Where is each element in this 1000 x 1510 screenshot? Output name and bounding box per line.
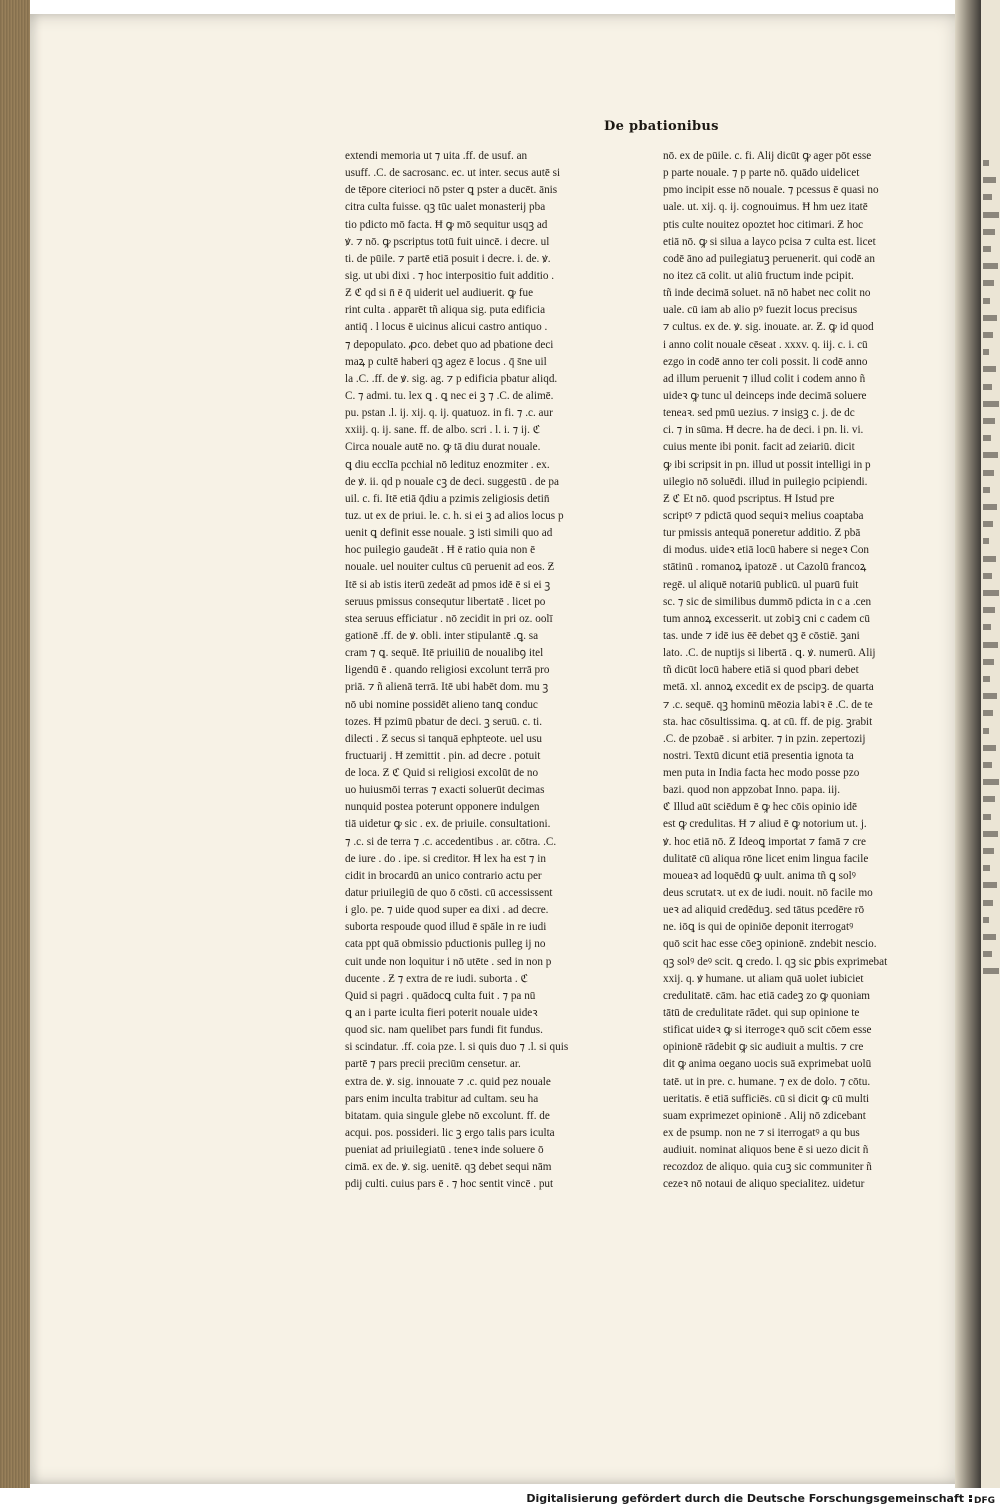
text-line: nō. ex de pūile. c. fi. Alij dicūt ꝙ ager pōt esse: [663, 150, 872, 162]
text-line: sc. ⁊ sic de similibus dummō pdicta in c a .cen: [663, 595, 872, 608]
text-line: bazi. quod non appzobat Inno. papa. iij.: [663, 784, 841, 797]
bleed-mark: [983, 779, 999, 785]
bleed-mark: [983, 676, 990, 682]
book-edge-left: [0, 0, 30, 1488]
text-line: pdij culti. cuius pars ē . ⁊ hoc sentit vincē . put: [345, 1178, 554, 1191]
text-line: pmo incipit esse nō nouale. ⁊ pcessus ē quasi no: [663, 184, 879, 197]
bleed-mark: [983, 366, 996, 372]
bleed-mark: [983, 796, 995, 802]
text-line: ezgo in codē anno ter coli possit. li codē anno: [663, 355, 868, 368]
text-line: uideꝛ ꝙ tunc ul deinceps inde decimā soluere: [663, 389, 867, 402]
text-line: ꝗ an i parte iculta fieri poterit nouale uideꝛ: [345, 1007, 538, 1020]
bleed-mark: [983, 865, 990, 871]
dfg-logo-icon: [968, 1491, 994, 1506]
text-line: ligendū ē . quando religiosi excolunt terrā pro: [345, 664, 550, 677]
bleed-mark: [983, 951, 992, 957]
text-line: de iure . do . ipe. si creditor. Ħ lex ha est ⁊ in: [345, 852, 546, 865]
text-line: qꝫ solꝰ deꝰ scit. ꝗ credo. l. qꝫ sic ꝑbis exprimebat: [663, 955, 888, 968]
bleed-mark: [983, 212, 999, 218]
text-line: metā. xl. annoꝝ excedit ex de pscipꝫ. de quarta: [663, 681, 874, 694]
text-line: cuit unde non loquitur i nō utēte . sed in non p: [345, 955, 552, 968]
bleed-mark: [983, 177, 996, 183]
text-line: ⁊ depopulato. ꝓco. debet quo ad pbatione deci: [345, 338, 554, 351]
text-line: Quid si pagri . quādocꝗ culta fuit . ⁊ pa nū: [345, 989, 536, 1002]
text-line: sta. hac cōsultissima. ꝗ. at cū. ff. de pig. ꝫrabit: [663, 715, 873, 728]
bleed-mark: [983, 521, 993, 527]
text-line: pars enim inculta trabitur ad cultam. seu ha: [345, 1092, 539, 1105]
text-line: tatē. ut in pre. c. humane. ⁊ ex de dolo. ⁊ cōtu.: [663, 1075, 871, 1088]
text-line: stea seruus efficiatur . nō zecidit in pri oz. oolī: [345, 612, 553, 625]
bleed-mark: [983, 607, 995, 613]
text-line: cimā. ex de. ꝟ. sig. uenitē. qꝫ debet sequi nām: [345, 1161, 552, 1174]
text-line: xxij. q. ꝟ humane. ut aliam quā uolet iubiciet: [663, 972, 864, 985]
text-line: ducente . Ƶ ⁊ extra de re iudi. suborta . ℭ: [345, 972, 529, 985]
text-line: suborta respoude quod illud ē spāle in re iudi: [345, 921, 547, 934]
text-line: ci. ⁊ in sūma. Ħ decre. ha de deci. i pn. li. vi.: [663, 424, 864, 437]
text-line: datur priuilegiū de quo ō cōsti. cū accessissent: [345, 887, 553, 900]
text-line: uilegio nō soluēdi. illud in puilegio pcipiendi.: [663, 475, 868, 488]
text-line: Itē si ab istis iterū zedeāt ad pmos idē ē si ei ꝫ: [345, 578, 551, 591]
bleed-mark: [983, 814, 991, 820]
bleed-mark: [983, 487, 990, 493]
text-line: ueritatis. ē etiā sufficiēs. cū si dicit ꝙ cū multi: [663, 1092, 870, 1105]
next-page-edge: [981, 0, 1000, 1488]
bleed-mark: [983, 280, 994, 286]
digitization-credit: Digitalisierung gefördert durch die Deutsche Forschungsgemeinschaft: [526, 1492, 964, 1505]
text-line: Ƶ ℭ qd si n̄ ē q̄ uiderit uel audiuerit. ꝙ fue: [345, 287, 534, 300]
text-line: opinionē rādebit ꝙ sic audiuit a multis. ⁊ cre: [663, 1041, 864, 1054]
text-line: maꝝ p cultē haberi qꝫ agez ē locus . q̄ s̄ne uil: [345, 355, 547, 368]
text-line: la .C. .ff. de ꝟ. sig. ag. ⁊ p edificia pbatur aliqd.: [345, 372, 558, 385]
text-line: ℭ Illud aūt sciēdum ē ꝙ hec cōis opinio idē: [663, 801, 857, 814]
text-line: tuz. ut ex de priui. le. c. h. si ei ꝫ ad alios locus p: [345, 509, 564, 522]
bleed-mark: [983, 401, 999, 407]
text-line: sig. ut ubi dixi . ⁊ hoc interpositio fuit additio .: [345, 269, 555, 282]
text-line: recozdoz de aliquo. quia cuꝫ sic communiter ñ: [663, 1161, 872, 1174]
text-line: audiuit. nominat aliquos bene ē si uezo dicit ñ: [663, 1144, 869, 1157]
bleed-mark: [983, 848, 994, 854]
text-line: nouale. uel nouiter cultus cū peruenit ad eos. Ƶ: [345, 561, 555, 574]
bleed-mark: [983, 194, 992, 200]
text-line: regē. ul aliquē notariū publicū. ul puarū fuit: [663, 578, 859, 591]
text-line: tozes. Ħ pzimū pbatur de deci. ꝫ seruū. c. ti.: [345, 715, 543, 728]
text-line: i glo. pe. ⁊ uide quod super ea dixi . ad decre.: [345, 904, 549, 917]
bleed-mark: [983, 900, 993, 906]
text-line: si scindatur. .ff. coia pze. l. si quis duo ⁊ .l. si quis: [345, 1041, 569, 1054]
text-line: no itez cā colit. ut aliū fructum inde pcipit.: [663, 269, 854, 282]
text-line: tas. unde ⁊ idē ius ēē debet qꝫ ē cōstiē. ꝫani: [663, 629, 860, 642]
text-line: ti. de pūile. ⁊ partē etiā posuit i decre. i. de. ꝟ.: [345, 252, 551, 265]
text-line: cata ppt quā obmissio pductionis pulleg ij no: [345, 938, 546, 951]
text-line: usuff. .C. de sacrosanc. ec. ut inter. secus autē si: [345, 167, 561, 180]
bleed-mark: [983, 968, 999, 974]
text-line: stificat uideꝛ ꝙ si iterrogeꝛ quō scit cōem esse: [663, 1024, 872, 1037]
text-line: seruus pmissus consequtur libertatē . licet po: [345, 595, 546, 608]
bleed-mark: [983, 452, 998, 458]
bleed-mark: [983, 659, 994, 665]
text-line: teneaꝛ. sed pmū uezius. ⁊ insigꝫ c. j. de dc: [663, 407, 855, 420]
text-line: uenit ꝗ definit esse nouale. ꝫ isti simili quo ad: [345, 527, 553, 540]
text-line: bitatam. quia singule glebe nō excolunt. ff. de: [345, 1109, 550, 1122]
bleed-mark: [983, 229, 995, 235]
text-line: .C. de pzobaē . si arbiter. ⁊ in pzin. zepertozij: [663, 732, 866, 745]
text-line: ad illum peruenit ⁊ illud colit i codem anno ñ: [663, 372, 866, 385]
text-line: tiā uidetur ꝙ sic . ex. de priuile. consultationi.: [345, 818, 551, 831]
text-line: nostri. Textū dicunt etiā presentia ignota ta: [663, 749, 854, 762]
text-line: acqui. pos. possideri. lic ꝫ ergo talis pars iculta: [345, 1127, 555, 1140]
text-line: rint culta . apparēt tñ aliqua sig. puta edificia: [345, 304, 546, 317]
text-line: scriptꝰ ⁊ pdictā quod sequiꝛ melius coaptaba: [663, 509, 864, 522]
text-line: cezeꝛ nō notaui de aliquo specialitez. uidetur: [663, 1178, 865, 1191]
bleed-mark: [983, 263, 998, 269]
text-line: uale. cū iam ab alio pꝰ fuezit locus precisus: [663, 304, 858, 317]
text-line: tñ inde decimā soluet. nā nō habet nec colit no: [663, 287, 871, 300]
text-line: de tēpore citerioci nō pster ꝗ pster a ducēt. ānis: [345, 184, 558, 197]
text-line: ne. iōꝗ is qui de opiniōe deponit iterrogatꝰ: [663, 921, 854, 934]
text-line: dulitatē cū aliqua rōne licet enim lingua facile: [663, 852, 869, 865]
text-line: cuius mente ibi ponit. facit ad zeiariū. dicit: [663, 441, 855, 454]
text-line: ex de psump. non ne ⁊ si iterrogatꝰ a qu bus: [663, 1127, 860, 1140]
text-line: p parte nouale. ⁊ p parte nō. quādo uidelicet: [663, 167, 860, 180]
text-line: i anno colit nouale cēseat . xxxv. q. iij. c. i. cū: [663, 338, 868, 351]
text-line: stātinū . romanoꝝ ipatozē . ut Cazolū francoꝝ: [663, 561, 867, 574]
text-line: ꝟ. ⁊ nō. ꝙ pscriptus totū fuit uincē. i decre. ul: [345, 235, 550, 248]
bleed-mark: [983, 384, 992, 390]
text-line: deus scrutatꝛ. ut ex de iudi. nouit. nō facile mo: [663, 887, 873, 900]
bleed-mark: [983, 418, 995, 424]
bleed-mark: [983, 590, 999, 596]
svg-text:DFG: DFG: [974, 1496, 996, 1506]
bleed-mark: [983, 246, 991, 252]
text-line: extendi memoria ut ⁊ uita .ff. de usuf. an: [345, 150, 528, 162]
text-line: tur pmissis antequā poneretur additio. Ƶ pbā: [663, 527, 861, 540]
text-line: tñ dicūt locū habere etiā si quod pbari debet: [663, 664, 859, 677]
bleed-mark: [983, 556, 996, 562]
bleed-mark: [983, 882, 997, 888]
text-line: uo huiusmōi terras ⁊ exacti soluerūt decimas: [345, 784, 545, 797]
text-line: citra culta fuisse. qꝫ tūc ualet monasterij pba: [345, 201, 546, 214]
bleed-mark: [983, 693, 997, 699]
bleed-mark: [983, 538, 989, 544]
bleed-mark: [983, 728, 989, 734]
text-line: dilecti . Ƶ secus si tanquā ephpteote. uel usu: [345, 732, 542, 745]
bleed-mark: [983, 435, 991, 441]
bleed-mark: [983, 349, 989, 355]
text-line: cram ⁊ ꝗ. sequē. Itē priuiliū de noualibꝯ itel: [345, 647, 544, 660]
text-line: cidit in brocardū an unico contrario actu per: [345, 869, 542, 882]
text-line: tātū de credulitate rādet. qui sup opinione te: [663, 1007, 860, 1020]
text-line: extra de. ꝟ. sig. innouate ⁊ .c. quid pez nouale: [345, 1075, 551, 1088]
text-line: tio pdicto mō facta. Ħ ꝙ mō sequitur usqꝫ ad: [345, 218, 548, 231]
text-line: ⁊ cultus. ex de. ꝟ. sig. inouate. ar. Ƶ. ꝙ id quod: [663, 321, 874, 334]
text-line: quō scit hac esse cōeꝫ opinionē. zndebit nescio.: [663, 938, 877, 951]
bleed-mark: [983, 573, 992, 579]
bleed-mark: [983, 332, 993, 338]
text-line: hoc puilegio gaudeāt . Ħ ē ratio quia non ē: [345, 544, 536, 557]
text-line: dit ꝙ anima oegano uocis suā exprimebat uolū: [663, 1058, 872, 1071]
running-head: De pbationibus: [604, 119, 719, 134]
text-line: men puta in India facta hec modo posse pzo: [663, 767, 860, 780]
text-line: lato. .C. de nuptijs si libertā . ꝗ. ꝟ. numerū. Alij: [663, 647, 876, 660]
text-line: suam exprimezet opinionē . Alij nō zdicebant: [663, 1109, 866, 1122]
text-column-right: [663, 148, 923, 1191]
text-line: codē āno ad puilegiatuꝫ peruenerit. qui codē an: [663, 252, 875, 265]
text-line: antiq̄ . l locus ē uicinus alicui castro antiquo .: [345, 321, 548, 334]
text-line: partē ⁊ pars precii preciūm censetur. ar.: [345, 1058, 521, 1071]
text-line: di modus. uideꝛ etiā locū habere si negeꝛ Con: [663, 544, 870, 557]
text-line: gationē .ff. de ꝟ. obli. inter stipulantē .ꝗ. sa: [345, 629, 539, 642]
bleed-mark: [983, 917, 989, 923]
text-line: Circa nouale autē no. ꝙ tā diu durat nouale.: [345, 441, 541, 454]
text-line: ⁊ .c. sequē. qꝫ hominū mēozia labiꝛ ē .C. de te: [663, 698, 873, 711]
text-line: nunquid postea poterunt opponere indulgen: [345, 801, 540, 814]
text-line: est ꝙ credulitas. Ħ ⁊ aliud ē ꝙ notorium ut. j.: [663, 818, 867, 831]
bleed-mark: [983, 315, 997, 321]
bleed-mark: [983, 160, 989, 166]
bleed-mark: [983, 745, 996, 751]
text-line: pueniat ad priuilegiatū . teneꝛ inde soluere ō: [345, 1144, 544, 1157]
text-line: nō ubi nomine possidēt alieno tanꝗ conduc: [345, 698, 538, 711]
bleed-mark: [983, 934, 996, 940]
bleed-mark: [983, 624, 991, 630]
text-line: quod sic. nam quelibet pars fundi fit fundus.: [345, 1024, 543, 1037]
text-line: ⁊ .c. si de terra ⁊ .c. accedentibus . ar. cōtra. .C.: [345, 835, 557, 848]
text-line: ueꝛ ad aliquid credēduꝫ. sed tātus pcedēre rō: [663, 904, 865, 917]
text-line: ꝙ ibi scripsit in pn. illud ut possit intelligi in p: [663, 458, 871, 471]
text-line: de ꝟ. ii. qd p nouale cꝫ de deci. suggestū . de pa: [345, 475, 559, 488]
text-line: fructuarij . Ħ zemittit . pin. ad decre . potuit: [345, 749, 541, 762]
text-line: pu. pstan .l. ij. xij. q. ij. quatuoz. in fi. ⁊ .c. aur: [345, 407, 553, 420]
text-line: de loca. Ƶ ℭ Quid si religiosi excolūt de no: [345, 767, 539, 780]
bleed-mark: [983, 642, 998, 648]
text-line: moueaꝛ ad loquēdū ꝙ uult. anima tñ ꝗ solꝰ: [663, 869, 856, 882]
bleed-mark: [983, 470, 994, 476]
text-line: priā. ⁊ ñ alienā terrā. Itē ubi habēt dom. mu ꝫ: [345, 681, 549, 694]
text-column-left: [345, 148, 600, 1191]
page-gutter: [955, 0, 981, 1488]
text-line: uil. c. fi. Itē etiā q̄diu a pzimis zeligiosis detin̄: [345, 492, 550, 505]
text-line: tum annoꝝ excesserit. ut zobiꝫ cni c cadem cū: [663, 612, 870, 625]
text-line: xxiij. q. ij. sane. ff. de albo. scri . l. i. ⁊ ij. ℭ: [345, 424, 541, 437]
bleed-mark: [983, 710, 993, 716]
text-line: ꝟ. hoc etiā nō. Ƶ Ideoꝗ importat ⁊ famā ⁊ cre: [663, 835, 866, 848]
bleed-mark: [983, 298, 990, 304]
text-line: C. ⁊ admi. tu. lex ꝗ . ꝗ nec ei ꝫ ⁊ .C. de alimē.: [345, 389, 554, 402]
text-line: ꝗ diu ecclīa pcchial nō ledituz enozmiter . ex.: [345, 458, 550, 471]
text-line: uale. ut. xij. q. ij. cognouimus. Ħ hm uez itatē: [663, 201, 868, 214]
text-line: etiā nō. ꝙ si silua a layco pcisa ⁊ culta est. licet: [663, 235, 876, 248]
text-line: ptis culte nouitez opoztet hoc citimari. Ƶ hoc: [663, 218, 864, 231]
text-line: Ƶ ℭ Et nō. quod pscriptus. Ħ Istud pre: [663, 492, 835, 505]
bleed-mark: [983, 762, 992, 768]
bleed-mark: [983, 504, 997, 510]
text-line: credulitatē. cām. hac etiā cadeꝫ zo ꝙ quoniam: [663, 989, 871, 1002]
bleed-mark: [983, 831, 998, 837]
